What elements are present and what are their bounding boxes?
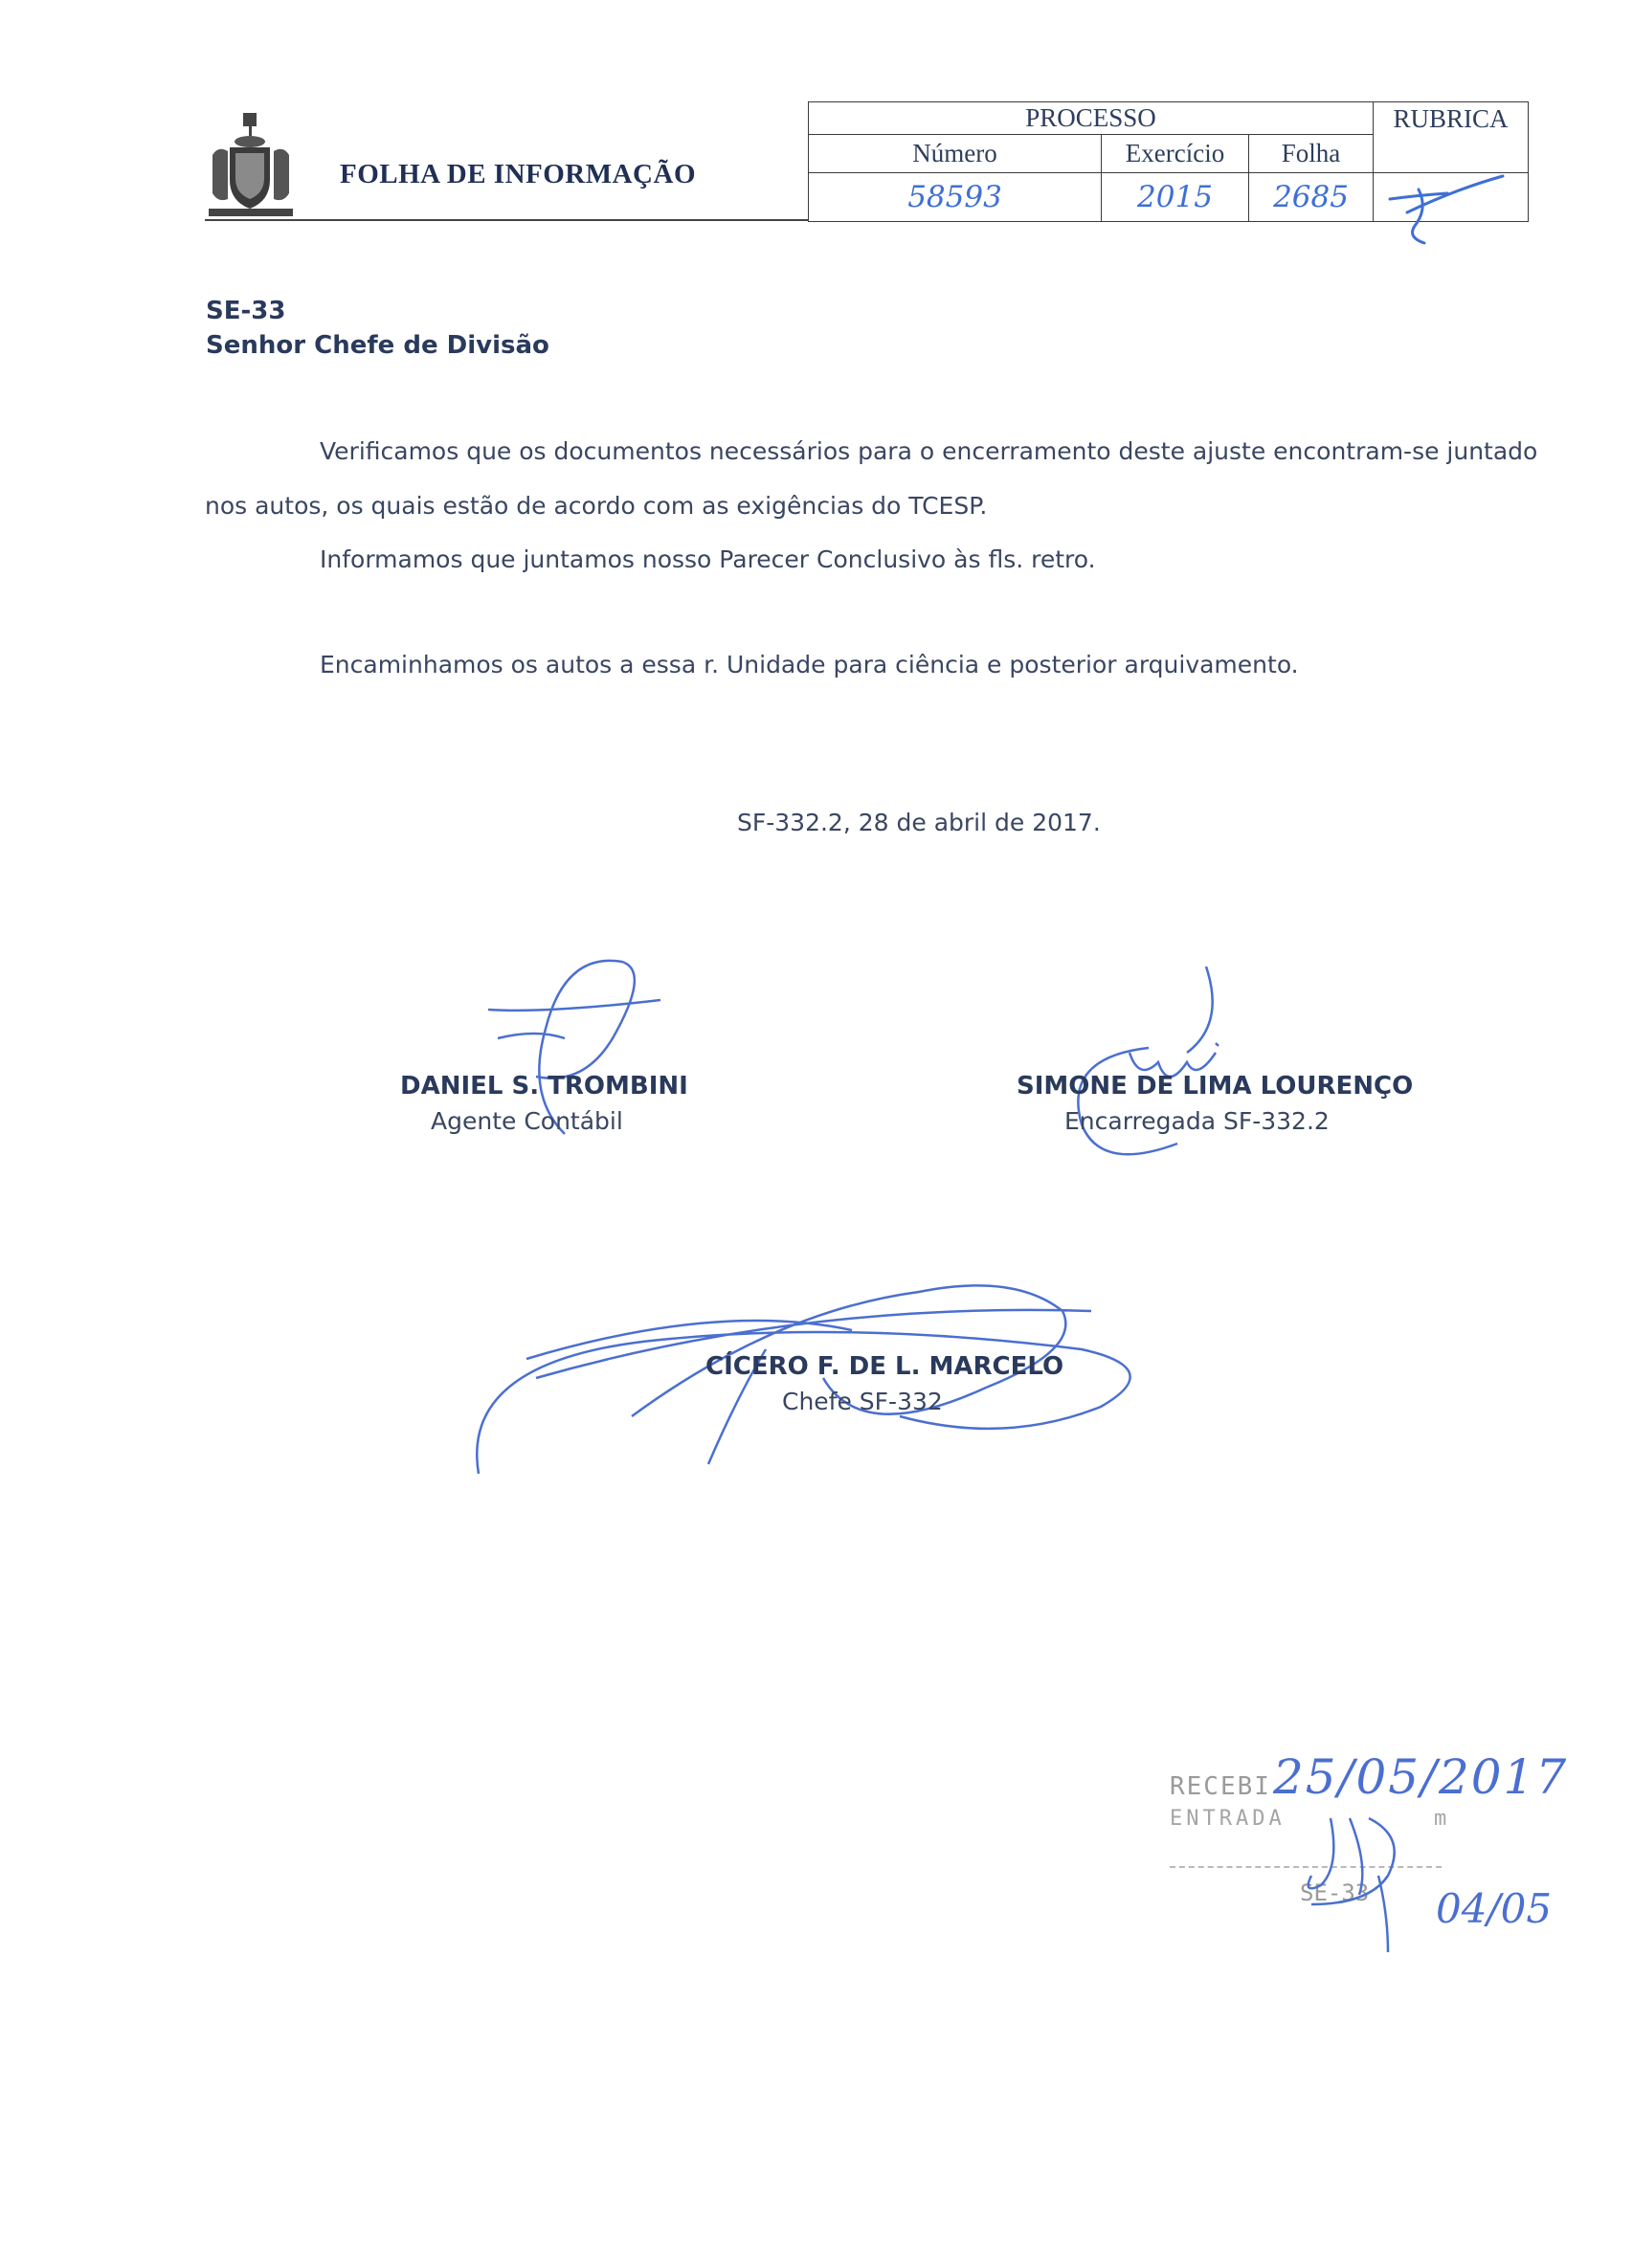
document-title: FOLHA DE INFORMAÇÃO xyxy=(340,159,696,189)
addressee-title: Senhor Chefe de Divisão xyxy=(206,331,549,360)
stamp-handwritten-date: 25/05/2017 xyxy=(1273,1749,1569,1805)
signatory-2-role: Encarregada SF-332.2 xyxy=(1064,1107,1330,1135)
rubrica-initials-mark xyxy=(1380,151,1514,256)
paragraph-1-line-2: nos autos, os quais estão de acordo com as exigências do TCESP. xyxy=(205,492,988,520)
signatory-1-name: DANIEL S. TROMBINI xyxy=(400,1072,688,1101)
stamp-handwritten-day: 04/05 xyxy=(1436,1885,1553,1932)
stamp-entrada-label: ENTRADA xyxy=(1170,1807,1286,1831)
signatory-3-role: Chefe SF-332 xyxy=(782,1388,943,1415)
process-year-value: 2015 xyxy=(1102,173,1249,222)
paragraph-1-line-1: Verificamos que os documentos necessários para o encerramento deste ajuste encontram-se juntado xyxy=(320,437,1538,465)
column-folha: Folha xyxy=(1249,135,1374,173)
coat-of-arms-icon xyxy=(205,113,297,218)
process-page-value: 2685 xyxy=(1249,173,1374,222)
signatory-1-role: Agente Contábil xyxy=(431,1107,623,1135)
rubrica-header: RUBRICA xyxy=(1374,102,1529,173)
column-numero: Número xyxy=(809,135,1102,173)
column-exercicio: Exercício xyxy=(1102,135,1249,173)
place-and-date: SF-332.2, 28 de abril de 2017. xyxy=(737,809,1101,836)
header-rule xyxy=(205,219,808,221)
stamp-unit: SE-33 xyxy=(1300,1879,1370,1906)
process-number-value: 58593 xyxy=(809,173,1102,222)
addressee-code: SE-33 xyxy=(206,297,286,325)
signatory-2-name: SIMONE DE LIMA LOURENÇO xyxy=(1017,1072,1414,1101)
process-group-header: PROCESSO xyxy=(809,102,1374,135)
stamp-recebi-label: RECEBI xyxy=(1170,1772,1271,1801)
paragraph-2: Informamos que juntamos nosso Parecer Conclusivo às fls. retro. xyxy=(320,545,1096,573)
stamp-hour-suffix: m xyxy=(1434,1807,1447,1831)
paragraph-3: Encaminhamos os autos a essa r. Unidade para ciência e posterior arquivamento. xyxy=(320,651,1299,678)
signatory-3-name: CÍCERO F. DE L. MARCELO xyxy=(705,1352,1064,1381)
signature-scrawl-2 xyxy=(1043,957,1254,1167)
stamp-initials-scrawl xyxy=(1302,1799,1426,1952)
